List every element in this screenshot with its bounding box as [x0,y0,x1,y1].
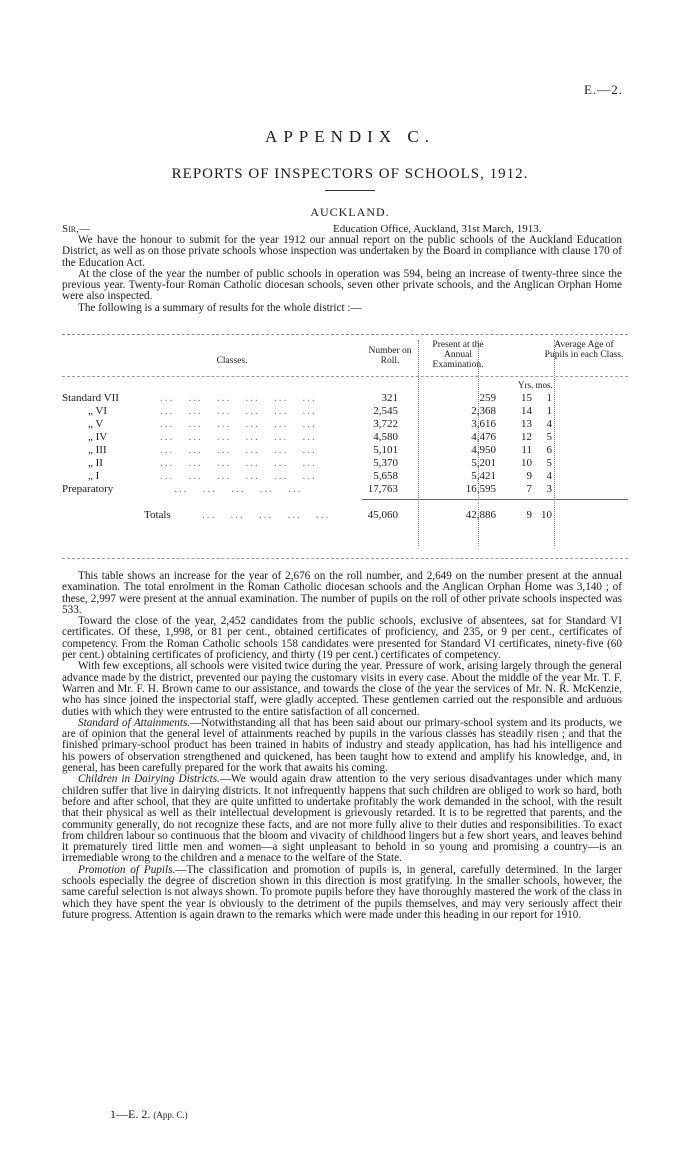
body-paragraph: Standard of Attainments.—Notwithstanding all that has been said about our primary-school system and its products, we are of opinion that the general level of attainments reached by pupils in the various classes has steadily risen ; and that the finished primary-school product has been trained in habits of industry and steady application, has had his intelligence and his powers of observation strengthened and quickened, has been taught how to extend and amplify his knowledge, and, in general, has been carefully prepared for the work that awaits his coming. [62,716,622,775]
table-bottom-rule [62,558,628,559]
table-row: „ V ... ... ... ... ... ... 3,722 3,616 13 4 [88,418,552,430]
header-rule [62,376,628,377]
page-reference: E.—2. [584,82,623,97]
table-row: „ VI ... ... ... ... ... ... 2,545 2,368 14 1 [88,405,552,417]
body-paragraph: Children in Dairying Districts.—We would again draw attention to the very serious disadvantages under which many children suffer that live in dairying districts. It not infrequently happens that such children are obliged to work so hard, both before and after school, that they are quite unfitted to undertake profitably the work demanded in the school, with the result that their physical as well as their intellectual development is grievously retarded. It is to be regretted that parents, and the community generally, do not recognize these facts, and are not more fully alive to their duties and responsibilities. To exact from children labour so continuous that the bloom and vivacity of childhood lingers but a few short years, and leaves behind it prematurely tired little men and women—a sight unpleasant to behold in so young and promising a country—is an irremediable wrong to the children and a menace to the welfare of the State. [62,773,622,865]
header-present: Present at the Annual Examination. [432,340,484,370]
summary-table [62,336,628,556]
region-heading: AUCKLAND. [310,205,390,219]
title-rule [325,190,375,191]
footer-signature: 1—E. 2. (App. C.) [110,1107,188,1121]
appendix-heading: APPENDIX C. [265,127,435,146]
intro-text [62,235,622,314]
header-age: Average Age of Pupils in each Class. [544,340,624,360]
report-body [62,571,622,921]
table-row: Standard VII ... ... ... ... ... ... 321 259 15 1 [62,392,552,404]
table-top-rule [62,334,628,335]
table-row: „ IV ... ... ... ... ... ... 4,580 4,476 12 5 [88,431,552,443]
body-paragraph: This table shows an increase for the year of 2,676 on the roll number, and 2,649 on the number present at the annual examination. The total enrolment in the Roman Catholic diocesan schools and the Anglican Orphan Home was 3,140 ; of these, 2,997 were present at the annual examination. The number of pupils on the roll of other private schools inspected was 533. [62,570,622,616]
header-roll: Number on Roll. [368,346,412,366]
intro-paragraph: At the close of the year the number of public schools in operation was 594, being an increase of twenty-three since the previous year. Twenty-four Roman Catholic diocesan schools, seven other private schools, and the Anglican Orphan Home were also inspected. [62,267,622,303]
body-paragraph: With few exceptions, all schools were visited twice during the year. Pressure of work, arising largely through the general advance made by the district, prevented our paying the customary visits in every case. About the middle of the year Mr. T. F. Warren and Mr. F. H. Brown came to our assistance, and towards the close of the year the services of Mr. N. R. McKenzie, who has since joined the inspectorial staff, were gladly accepted. These gentlemen carried out the responsible and arduous duties with which they were entrusted to the entire satisfaction of all concerned. [62,660,622,718]
table-row: Preparatory ... ... ... ... ... 17,763 16,595 7 3 [62,483,552,495]
totals-row: Totals ... ... ... ... ... 45,060 42,886 9 10 [144,509,552,521]
body-paragraph: Promotion of Pupils.—The classification and promotion of pupils is, in general, carefully determined. In the larger schools especially the degree of discretion shown in this direction is most gratifying. In the smaller schools, however, the same careful selection is not always shown. To promote pupils before they have thoroughly mastered the work of the class in which they have spent the year is obviously to the detriment of the pupils themselves, and may very seriously affect their future progress. Attention is again drawn to the remarks which were made under this heading in our report for 1910. [62,863,622,921]
salutation: Sir,— [62,223,90,235]
table-row: „ I ... ... ... ... ... ... 5,658 5,421 9 4 [88,470,552,482]
intro-paragraph: The following is a summary of results for the whole district :— [78,301,362,314]
header-classes: Classes. [216,356,248,366]
office-date-line: Education Office, Auckland, 31st March, 1913. [333,223,542,235]
document-title: REPORTS OF INSPECTORS OF SCHOOLS, 1912. [171,166,529,182]
age-units: Yrs. mos. [518,380,553,390]
table-row: „ II ... ... ... ... ... ... 5,370 5,201 10 5 [88,457,552,469]
intro-paragraph: We have the honour to submit for the year 1912 our annual report on the public schools of the Auckland Education District, as well as on those private schools whose inspection was undertaken by the Board in compliance with clause 170 of the Education Act. [62,234,622,269]
table-row: „ III ... ... ... ... ... ... 5,101 4,950 11 6 [88,444,552,456]
totals-rule [362,499,628,500]
body-paragraph: Toward the close of the year, 2,452 candidates from the public schools, exclusive of absentees, sat for Standard VI certificates. Of these, 1,998, or 81 per cent., obtained certificates of proficiency, and 235, or 9 per cent., certificates of competency. From the Roman Catholic schools 158 candidates were presented for Standard VI certificates, ninety-five (60 per cent.) obtaining certificates of proficiency, and thirty (19 per cent.) certificates of competency. [62,615,622,662]
